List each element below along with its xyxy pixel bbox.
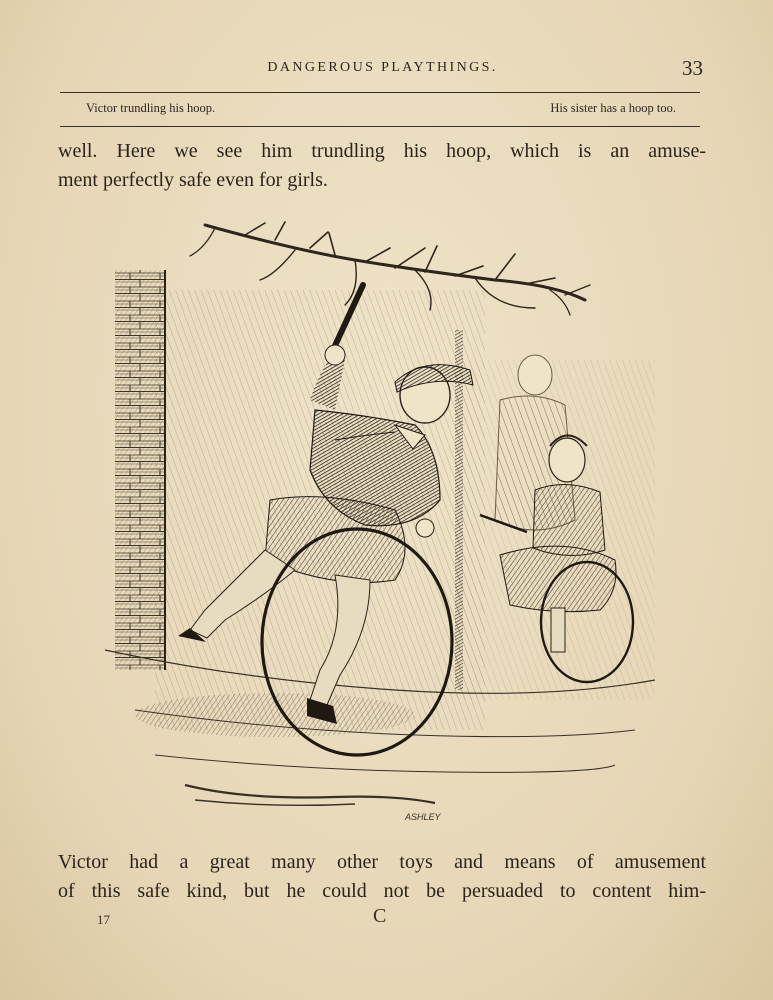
- illustration-captions: [86, 101, 676, 119]
- engraving-boy-with-hoop: [95, 210, 675, 830]
- running-head: [60, 56, 705, 80]
- running-title: DANGEROUS PLAYTHINGS.: [267, 60, 498, 75]
- paragraph-bottom: [58, 848, 706, 905]
- paragraph-top: [58, 137, 706, 194]
- paragraph-line: ment perfectly safe even for girls.: [58, 168, 328, 191]
- header-rule-bottom: [60, 126, 700, 127]
- brick-pillar: [115, 270, 165, 670]
- page-number: 33: [682, 56, 703, 80]
- gathering-letter: C: [373, 905, 387, 927]
- header-rule-top: [60, 92, 700, 93]
- paragraph-line: of this safe kind, but he could not be persuaded to content him-: [58, 879, 706, 902]
- caption-left: Victor trundling his hoop.: [86, 101, 216, 115]
- paragraph-line: Victor had a great many other toys and means of amusement: [58, 851, 706, 873]
- caption-right: His sister has a hoop too.: [550, 101, 676, 115]
- paragraph-line: well. Here we see him trundling his hoop, which is an amuse-: [58, 140, 706, 162]
- signature-mark: 17: [97, 912, 110, 927]
- engraver-signature: ASHLEY: [405, 812, 441, 822]
